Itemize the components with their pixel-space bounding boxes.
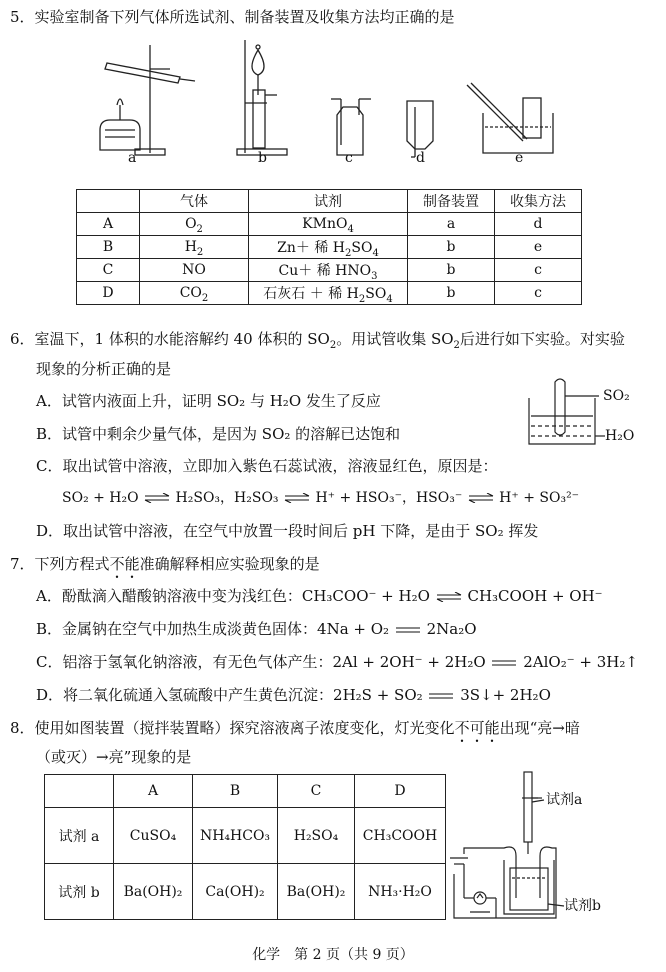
- page-footer: 化学 第 2 页（共 9 页）: [252, 947, 414, 963]
- q7-option-a: A．酚酞滴入醋酸钠溶液中变为浅红色：CH₃COO⁻ + H₂O CH₃COOH + OH⁻: [36, 587, 603, 605]
- table-row: D $CO_2$ 石灰石 ＋ 稀 $H_2SO_4$ b c: [77, 282, 582, 305]
- q8-header-row: A B C D: [45, 775, 446, 808]
- apparatus-b: [237, 40, 287, 155]
- label-a: a: [128, 150, 137, 165]
- apparatus-d: [407, 101, 433, 157]
- q7-stem: 7．下列方程式不能准确解释相应实验现象的是: [10, 555, 320, 573]
- q5-header-row: 气体 试剂 制备装置 收集方法: [77, 190, 582, 213]
- equilibrium-arrow-icon: [143, 493, 171, 503]
- equilibrium-arrow-icon: [283, 493, 311, 503]
- reagent-a-label: 试剂a: [546, 792, 583, 808]
- q8-stem-line1: 8．使用如图装置（搅拌装置略）探究溶液离子浓度变化，灯光变化不可能出现“亮→暗: [10, 719, 580, 737]
- table-row: A $O_2$ KMnO$_4$ a d: [77, 213, 582, 236]
- q7-option-d: D．将二氧化硫通入氢硫酸中产生黄色沉淀：2H₂S + SO₂ 3S↓+ 2H₂O: [36, 686, 551, 704]
- q5-table: [76, 189, 582, 305]
- equals-sign-icon: [394, 625, 422, 635]
- equilibrium-arrow-icon: [467, 493, 495, 503]
- label-e: e: [515, 150, 524, 165]
- table-row: 试剂 a CuSO₄ NH₄HCO₃ H₂SO₄ CH₃COOH: [45, 808, 446, 864]
- q6-option-b: B．试管中剩余少量气体，是因为 SO₂ 的溶解已达饱和: [36, 425, 401, 443]
- q6-figure: [525, 378, 665, 458]
- q6-option-d: D．取出试管中溶液，在空气中放置一段时间后 pH 下降，是由于 SO₂ 挥发: [36, 522, 539, 540]
- table-row: 试剂 b Ba(OH)₂ Ca(OH)₂ Ba(OH)₂ NH₃·H₂O: [45, 864, 446, 920]
- table-row: B $H_2$ Zn＋ 稀 $H_2SO_4$ b e: [77, 236, 582, 259]
- q6-option-c: C．取出试管中溶液，立即加入紫色石蕊试液，溶液显红色，原因是：: [36, 457, 498, 475]
- so2-label: SO₂: [603, 388, 630, 404]
- q7-option-c: C．铝溶于氢氧化钠溶液，有无色气体产生：2Al + 2OH⁻ + 2H₂O 2AlO₂⁻ + 3H₂↑: [36, 653, 638, 671]
- q5-stem: 5．实验室制备下列气体所选试剂、制备装置及收集方法均正确的是: [10, 8, 455, 26]
- apparatus-a: [100, 45, 195, 155]
- equals-sign-icon: [490, 658, 518, 668]
- table-row: C NO Cu＋ 稀 $HNO_3$ b c: [77, 259, 582, 282]
- q8-stem-line2: （或灭）→亮”现象的是: [36, 748, 192, 766]
- q7-option-b: B．金属钠在空气中加热生成淡黄色固体：4Na + O₂ 2Na₂O: [36, 620, 477, 638]
- q8-table: [44, 774, 446, 920]
- label-c: c: [345, 150, 353, 165]
- q6-stem-line2: 现象的分析正确的是: [36, 360, 172, 378]
- reagent-b-label: 试剂b: [564, 898, 601, 914]
- equals-sign-icon: [427, 691, 455, 701]
- q6-stem-line1: 6．室温下，1 体积的水能溶解约 40 体积的 $SO_2$。用试管收集 $SO_2$后进行如下实验。对实验: [10, 330, 625, 351]
- h2o-label: H₂O: [605, 428, 635, 444]
- q6-option-a: A．试管内液面上升，证明 SO₂ 与 H₂O 发生了反应: [36, 392, 381, 410]
- apparatus-c: [331, 99, 371, 155]
- apparatus-e: [467, 83, 553, 153]
- q6-equation-c: SO₂ + H₂O H₂SO₃，H₂SO₃ H⁺ + HSO₃⁻，HSO₃⁻ H⁺ + SO₃²⁻: [62, 490, 580, 506]
- q5-apparatus-figure: [95, 35, 595, 165]
- label-b: b: [258, 150, 267, 165]
- q8-circuit-figure: [444, 768, 662, 928]
- label-d: d: [416, 150, 425, 165]
- equilibrium-arrow-icon: [435, 592, 463, 602]
